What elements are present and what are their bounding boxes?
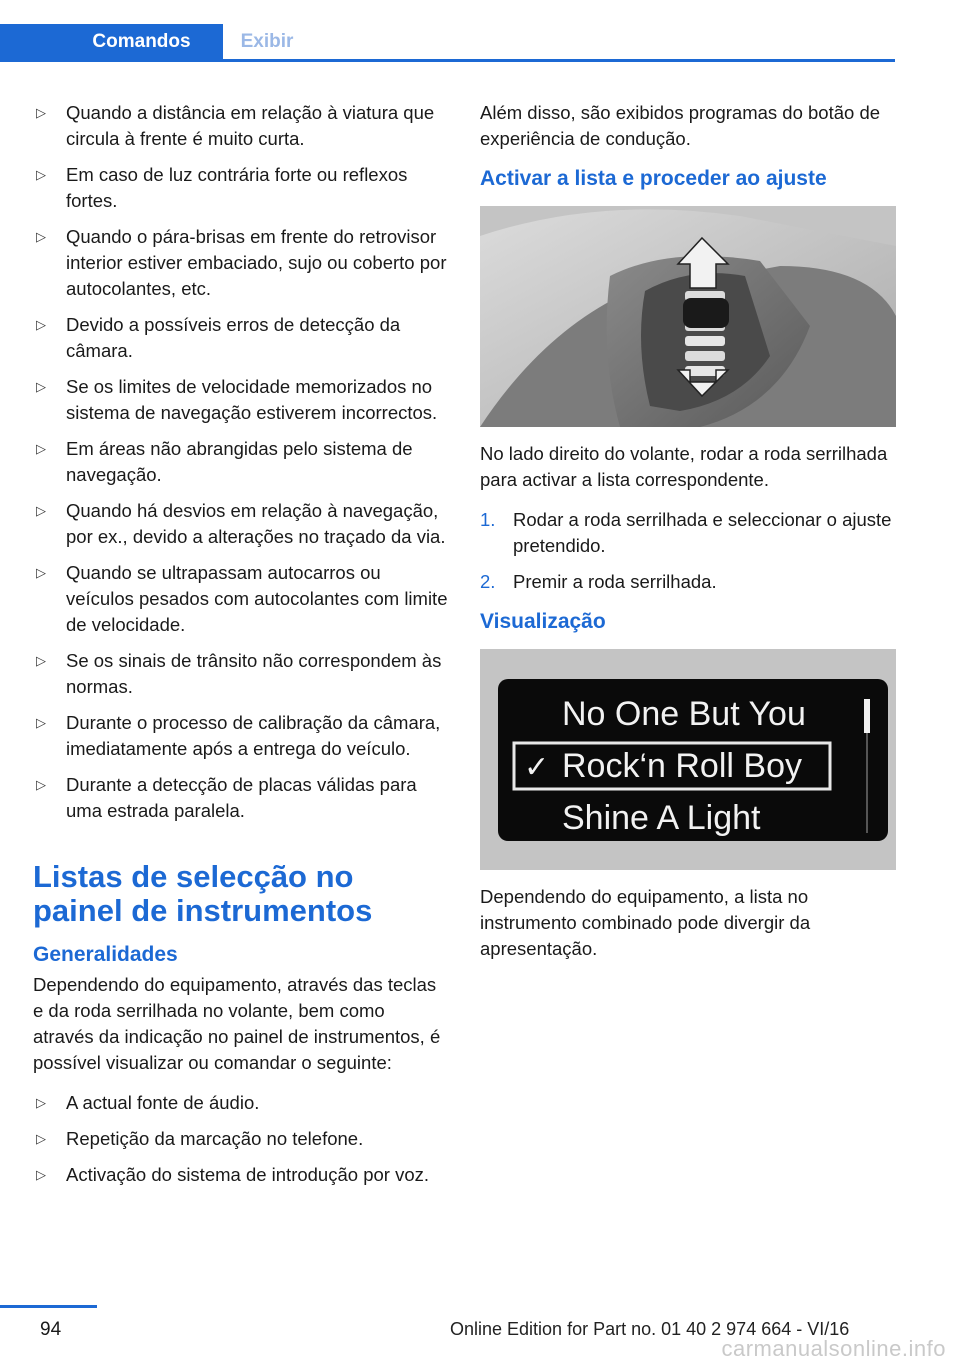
list-item: ▷ Repetição da marcação no telefone. (33, 1126, 449, 1152)
list-item: ▷ Em áreas não abrangidas pelo sistema de navegação. (36, 438, 413, 485)
left-column (33, 100, 449, 1198)
tab-exibir[interactable]: Exibir (240, 31, 294, 52)
list-item: ▷ Se os limites de velocidade memorizados no sistema de navegação estiverem incorrectos. (36, 376, 438, 423)
triangle-bullet-icon: ▷ (36, 565, 46, 580)
triangle-bullet-icon: ▷ (36, 1131, 46, 1146)
triangle-bullet-icon: ▷ (36, 105, 46, 120)
steering-wheel-image (480, 206, 896, 427)
check-icon: ✓ (524, 750, 550, 785)
instrument-display-image (480, 649, 896, 870)
watermark: carmanualsonline.info (721, 1336, 946, 1361)
steps-list (480, 507, 896, 595)
triangle-bullet-icon: ▷ (36, 229, 46, 244)
right-column (480, 100, 896, 976)
list-item: 2. Premir a roda serrilhada. (480, 569, 896, 595)
intro-paragraph: Dependendo do equipamento, através das teclas e da roda serrilhada no volante, bem como através da indicação no painel de instrumentos, é possível visualizar ou comandar o seguinte: (33, 974, 441, 1073)
triangle-bullet-icon: ▷ (36, 317, 46, 332)
list-item: ▷ Em caso de luz contrária forte ou reflexos fortes. (36, 164, 408, 211)
paragraph-display-note: Dependendo do equipamento, a lista no instrumento combinado pode divergir da apresentação. (480, 886, 811, 959)
list-item: ▷ Quando a distância em relação à viatura que circula à frente é muito curta. (36, 102, 435, 149)
triangle-bullet-icon: ▷ (36, 715, 46, 730)
tab-comandos[interactable]: Comandos (0, 24, 223, 59)
list-item: ▷ Durante o processo de calibração da câmara, imediatamente após a entrega do veículo. (36, 712, 441, 759)
heading-display: Visualização (480, 610, 606, 633)
section-title: Listas de selecção no painel de instrumentos (33, 859, 373, 928)
step-number: 1. (480, 509, 496, 530)
triangle-bullet-icon: ▷ (36, 503, 46, 518)
limitations-list (33, 100, 449, 824)
triangle-bullet-icon: ▷ (36, 441, 46, 456)
subsection-title: Generalidades (33, 943, 178, 966)
header-tab-bar (0, 24, 895, 62)
list-item: ▷ Quando há desvios em relação à navegação, por ex., devido a alterações no traçado da via. (36, 500, 446, 547)
list-item: ▷ Quando se ultrapassam autocarros ou veículos pesados com autocolantes com limite de velocidade. (36, 562, 448, 635)
list-item: ▷ Quando o pára-brisas em frente do retrovisor interior estiver embaciado, sujo ou coberto por autocolantes, etc. (36, 226, 447, 299)
triangle-bullet-icon: ▷ (36, 653, 46, 668)
list-item: ▷ Devido a possíveis erros de detecção da câmara. (36, 314, 401, 361)
list-item: 1. Rodar a roda serrilhada e seleccionar o ajuste pretendido. (480, 509, 892, 556)
page-number: 94 (40, 1319, 62, 1340)
footer-rule (0, 1305, 97, 1308)
list-item: ▷ A actual fonte de áudio. (33, 1090, 449, 1116)
triangle-bullet-icon: ▷ (36, 167, 46, 182)
list-item: ▷ Se os sinais de trânsito não correspondem às normas. (36, 650, 442, 697)
display-item-3: Shine A Light (562, 799, 761, 837)
display-item-2-selected: Rock‘n Roll Boy (562, 747, 802, 785)
step-number: 2. (480, 571, 496, 592)
paragraph-wheel: No lado direito do volante, rodar a roda serrilhada para activar a lista correspondente. (480, 443, 888, 490)
display-item-1: No One But You (562, 695, 806, 733)
triangle-bullet-icon: ▷ (36, 777, 46, 792)
triangle-bullet-icon: ▷ (36, 379, 46, 394)
list-item: ▷ Durante a detecção de placas válidas para uma estrada paralela. (36, 774, 417, 821)
heading-activate-list: Activar a lista e proceder ao ajuste (480, 167, 827, 190)
scrollbar-thumb (864, 699, 870, 733)
list-item: ▷ Activação do sistema de introdução por voz. (33, 1162, 449, 1188)
paragraph-programs: Além disso, são exibidos programas do botão de experiência de condução. (480, 102, 881, 149)
triangle-bullet-icon: ▷ (36, 1167, 46, 1182)
edition-text: Online Edition for Part no. 01 40 2 974 664 - VI/16 (450, 1319, 850, 1339)
triangle-bullet-icon: ▷ (36, 1095, 46, 1110)
features-list (33, 1090, 449, 1188)
